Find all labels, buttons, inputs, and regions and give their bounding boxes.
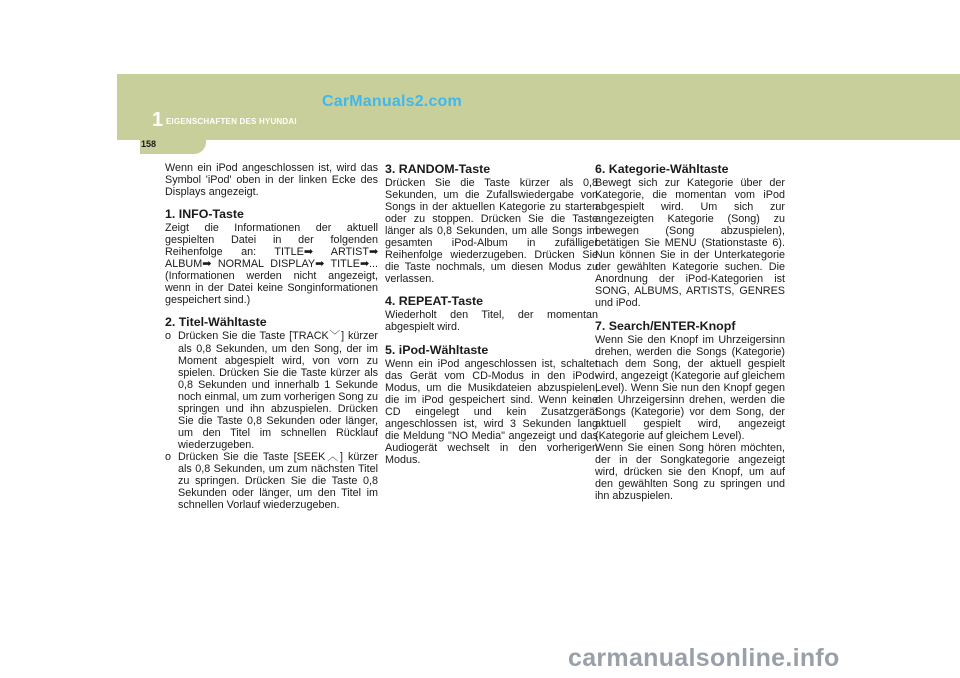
- section-text-info: Zeigt die Informationen der aktuell gespielten Datei in der folgenden Reihenfolge an: TITLE➡ ARTIST➡ ALBUM➡ NORMAL DISPLAY➡ TITLE➡... (Informationen werden nicht angezeigt, wenn in der Datei keine Songinformationen gespeichert sind.): [165, 222, 378, 307]
- section-text-category: Bewegt sich zur Kategorie über der Kategorie, die momentan vom iPod abgespielt wird. Um sich zur angezeigten Kategorie (Song) zu bewegen (Song abzuspielen), betätigen Sie MENU (Stationstaste 6). Nun können Sie in der Unterkategorie der gewählten Kategorie suchen. Die Anordnung der iPod-Kategorien ist SONG, ALBUMS, ARTISTS, GENRES und iPod.: [595, 177, 785, 310]
- list-item: [165, 451, 378, 511]
- footer-watermark-link[interactable]: carmanualsonline.info: [568, 644, 840, 672]
- site-watermark-link[interactable]: CarManuals2.com: [322, 93, 462, 110]
- page-number: 158: [141, 139, 157, 149]
- section-text-random: Drücken Sie die Taste kürzer als 0,8 Sekunden, um die Zufallswiedergabe von Songs in der aktuellen Kategorie zu starten oder zu stoppen. Drücken Sie die Taste länger als 0,8 Sekunden, um alle Songs im gesamten iPod-Album in zufälliger Reihenfolge wiederzugeben. Drücken Sie die Taste nochmals, um diesen Modus zu verlassen.: [385, 177, 598, 286]
- section-heading-category: 6. Kategorie-Wähltaste: [595, 162, 729, 176]
- section-heading-random: 3. RANDOM-Taste: [385, 162, 491, 176]
- list-item-text: Drücken Sie die Taste [TRACK﹀] kürzer als 0,8 Sekunden, um den Song, der im Moment abgespielt wird, von vorn zu spielen. Drücken Sie die Taste kürzer als 0,8 Sekunden und innerhalb 1 Sekunde noch einmal, um zum vorherigen Song zu springen und ihn abzuspielen. Drücken Sie die Taste 0,8 Sekunden oder länger, um den Titel im schnellen Rücklauf wiederzugeben.: [178, 330, 378, 451]
- section-heading-ipod-select: 5. iPod-Wähltaste: [385, 342, 489, 357]
- section-heading-repeat: 4. REPEAT-Taste: [385, 294, 484, 309]
- section-heading-search-enter: 7. Search/ENTER-Knopf: [595, 318, 736, 333]
- column-middle: [385, 162, 598, 466]
- intro-paragraph: Wenn ein iPod angeschlossen ist, wird das Symbol 'iPod' oben in der linken Ecke des Displays angezeigt.: [165, 162, 378, 199]
- chapter-number: 1: [152, 109, 164, 131]
- column-right: [595, 162, 785, 502]
- header-band: [117, 74, 960, 140]
- section-text-ipod-select: Wenn ein iPod angeschlossen ist, schaltet das Gerät vom CD-Modus in den iPod-Modus, um die Musikdateien abzuspielen, die im iPod gespeichert sind. Wenn keine CD eingelegt und kein Zusatzgerät angeschlossen ist, wird 3 Sekunden lang die Meldung "NO Media" angezeigt und das Audiogerät wechselt in den vorherigen Modus.: [385, 357, 598, 466]
- bullet-marker: o: [165, 330, 172, 343]
- bullet-marker: o: [165, 450, 172, 463]
- list-item: [165, 330, 378, 450]
- section-heading-info: 1. INFO-Taste: [165, 207, 244, 222]
- section-heading-title-select: 2. Titel-Wähltaste: [165, 315, 267, 330]
- column-left: [165, 162, 378, 511]
- list-item-text: Drücken Sie die Taste [SEEK︿] kürzer als 0,8 Sekunden, um zum nächsten Titel zu springen. Drücken Sie die Taste 0,8 Sekunden oder länger, um den Titel im schnellen Vorlauf wiederzugeben.: [178, 450, 378, 512]
- section-text-search-enter-1: Wenn Sie den Knopf im Uhrzeigersinn drehen, werden die Songs (Kategorie) nach dem Song, der aktuell gespielt wird, angezeigt (Kategorie auf gleichem Level). Wenn Sie nun den Knopf gegen den Uhrzeigersinn drehen, werden die Songs (Kategorie) vor dem Song, der aktuell gespielt wird, angezeigt (Kategorie auf gleichem Level).: [595, 333, 785, 442]
- chapter-title: EIGENSCHAFTEN DES HYUNDAI: [166, 117, 297, 126]
- section-text-repeat: Wiederholt den Titel, der momentan abgespielt wird.: [385, 309, 598, 334]
- bullet-list: [165, 330, 378, 511]
- section-text-search-enter-2: Wenn Sie einen Song hören möchten, der in der Songkategorie angezeigt wird, drücken sie den Knopf, um auf den gewählten Song zu springen und ihn abzuspielen.: [595, 441, 785, 503]
